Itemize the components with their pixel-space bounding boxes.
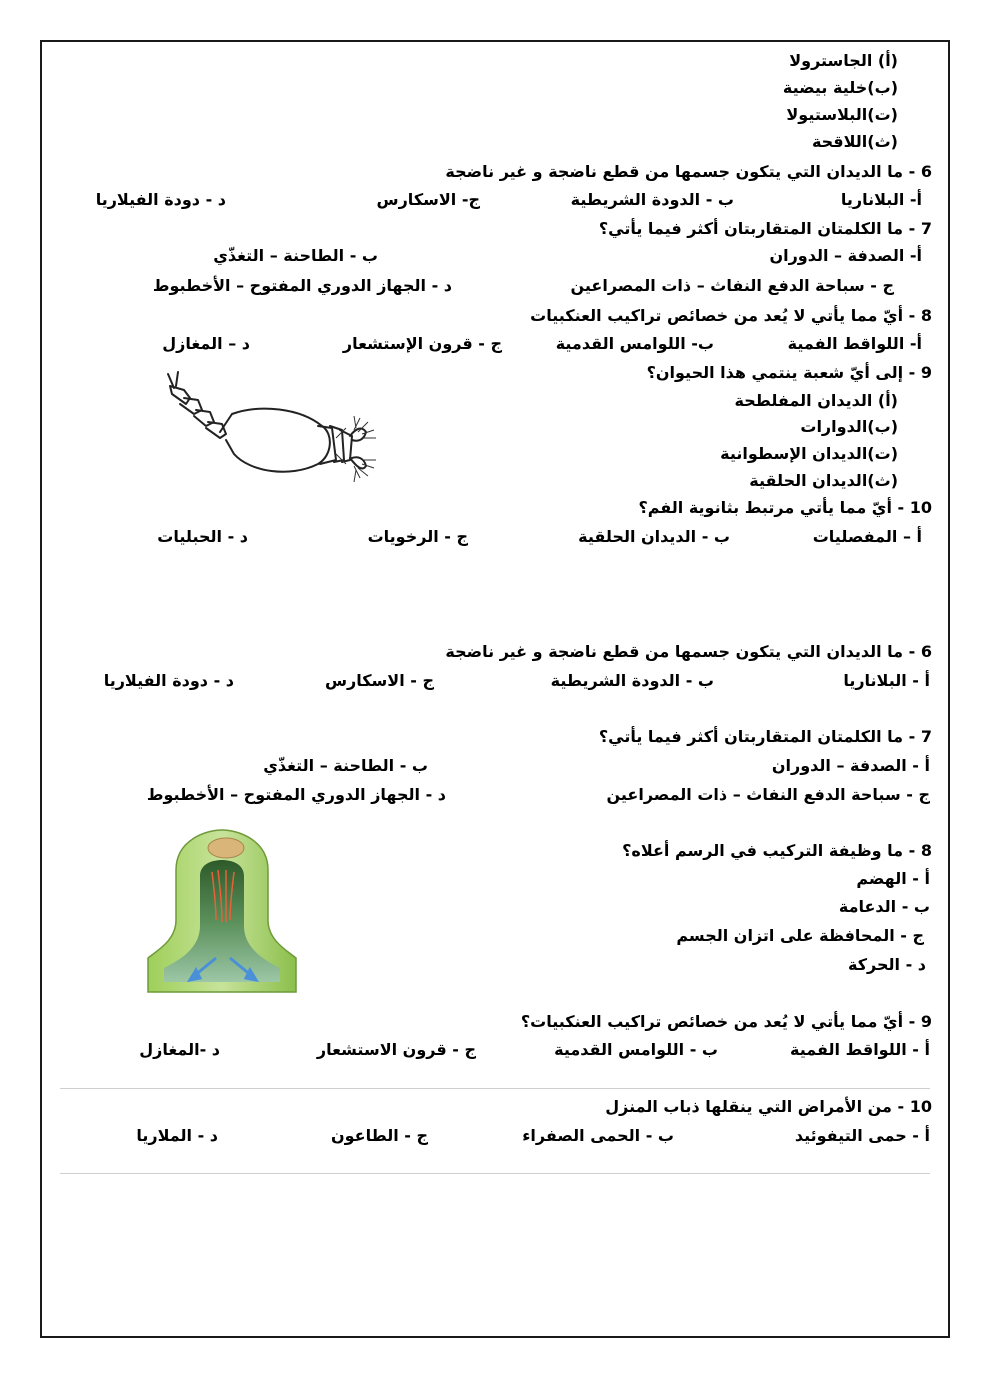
s2-q9-option-b: ب - اللوامس القدمية bbox=[554, 1040, 718, 1059]
rotifer-icon bbox=[150, 368, 380, 503]
s1-q6-option-a: أ- البلاناريا bbox=[840, 190, 922, 209]
s2-q9-option-d: د -المغازل bbox=[139, 1040, 220, 1059]
s2-q7-question: 7 - ما الكلمتان المتقاربتان أكثر فيما يأتي؟ bbox=[598, 727, 932, 746]
s1-q8-option-b: ب- اللوامس القدمية bbox=[555, 334, 714, 353]
s1-q6-option-b: ب - الدودة الشريطية bbox=[570, 190, 734, 209]
s2-q6-option-b: ب - الدودة الشريطية bbox=[550, 671, 714, 690]
s2-q7-option-a: أ - الصدفة – الدوران bbox=[771, 756, 930, 775]
s1-q8-question: 8 - أيّ مما يأتي لا يُعد من خصائص تراكيب العنكبيات bbox=[530, 306, 932, 325]
s2-q7-option-b: ب - الطاحنة – التغذّي bbox=[263, 756, 428, 775]
s1-q9-option-b: (ب)الدوارات bbox=[800, 417, 898, 436]
prev-option-b: (ب)خلية بيضية bbox=[782, 78, 898, 97]
prev-option-a: (أ) الجاسترولا bbox=[789, 51, 898, 70]
s2-q8-option-d: د - الحركة bbox=[848, 955, 926, 974]
s2-q8-option-c: ج - المحافظة على اتزان الجسم bbox=[676, 926, 924, 945]
s2-q7-option-d: د - الجهاز الدوري المفتوح – الأخطبوط bbox=[146, 785, 446, 804]
s2-q6-option-d: د - دودة الفيلاريا bbox=[103, 671, 234, 690]
divider-top bbox=[60, 1088, 930, 1089]
s1-q6-option-c: ج- الاسكارس bbox=[376, 190, 480, 209]
s2-q8-option-b: ب - الدعامة bbox=[838, 897, 930, 916]
prev-option-c: (ت)البلاستيولا bbox=[786, 105, 898, 124]
s2-q10-option-c: ج - الطاعون bbox=[330, 1126, 428, 1145]
s1-q7-option-a: أ- الصدفة – الدوران bbox=[769, 246, 922, 265]
s2-q10-question: 10 - من الأمراض التي ينقلها ذباب المنزل bbox=[605, 1097, 932, 1116]
s1-q8-option-d: د – المغازل bbox=[162, 334, 250, 353]
s2-q10-option-b: ب - الحمى الصفراء bbox=[522, 1126, 674, 1145]
s1-q9-question: 9 - إلى أيّ شعبة ينتمي هذا الحيوان؟ bbox=[646, 363, 932, 382]
s1-q10-option-a: أ – المفصليات bbox=[812, 527, 922, 546]
s1-q6-question: 6 - ما الديدان التي يتكون جسمها من قطع ناضجة و غير ناضجة bbox=[445, 162, 932, 181]
s1-q9-option-d: (ث)الديدان الحلقية bbox=[749, 471, 898, 490]
s2-q6-question: 6 - ما الديدان التي يتكون جسمها من قطع ناضجة و غير ناضجة bbox=[445, 642, 932, 661]
s2-q10-option-a: أ - حمى التيفوئيد bbox=[794, 1126, 930, 1145]
prev-option-d: (ث)اللاقحة bbox=[811, 132, 898, 151]
s2-q6-option-a: أ - البلاناريا bbox=[843, 671, 930, 690]
s1-q7-question: 7 - ما الكلمتان المتقاربتان أكثر فيما يأتي؟ bbox=[598, 219, 932, 238]
s1-q7-option-c: ج - سباحة الدفع النفاث – ذات المصراعين bbox=[570, 276, 894, 295]
s1-q10-question: 10 - أيّ مما يأتي مرتبط بثانوية الفم؟ bbox=[638, 498, 932, 517]
s1-q10-option-d: د - الحبليات bbox=[157, 527, 248, 546]
s2-q9-option-c: ج - قرون الاستشعار bbox=[316, 1040, 476, 1059]
s1-q8-option-a: أ- اللواقط الفمية bbox=[787, 334, 922, 353]
s1-q7-option-b: ب - الطاحنة – التغذّي bbox=[213, 246, 378, 265]
s1-q7-option-d: د - الجهاز الدوري المفتوح – الأخطبوط bbox=[152, 276, 452, 295]
s1-q10-option-b: ب - الديدان الحلقية bbox=[578, 527, 730, 546]
s1-q6-option-d: د - دودة الفيلاريا bbox=[95, 190, 226, 209]
s2-q7-option-c: ج - سباحة الدفع النفاث – ذات المصراعين bbox=[606, 785, 930, 804]
s2-q10-option-d: د - الملاريا bbox=[136, 1126, 218, 1145]
s2-q9-question: 9 - أيّ مما يأتي لا يُعد من خصائص تراكيب العنكبيات؟ bbox=[520, 1012, 932, 1031]
s1-q10-option-c: ج - الرخويات bbox=[367, 527, 468, 546]
divider-bottom bbox=[60, 1173, 930, 1174]
s2-q8-option-a: أ - الهضم bbox=[856, 869, 930, 888]
s1-q8-option-c: ج - قرون الإستشعار bbox=[342, 334, 502, 353]
structure-icon bbox=[146, 830, 298, 996]
s2-q6-option-c: ج - الاسكارس bbox=[324, 671, 434, 690]
s2-q9-option-a: أ - اللواقط الفمية bbox=[790, 1040, 930, 1059]
s2-q8-question: 8 - ما وظيفة التركيب في الرسم أعلاه؟ bbox=[622, 841, 932, 860]
s1-q9-option-c: (ت)الديدان الإسطوانية bbox=[720, 444, 898, 463]
s1-q9-option-a: (أ) الديدان المفلطحة bbox=[734, 391, 898, 410]
